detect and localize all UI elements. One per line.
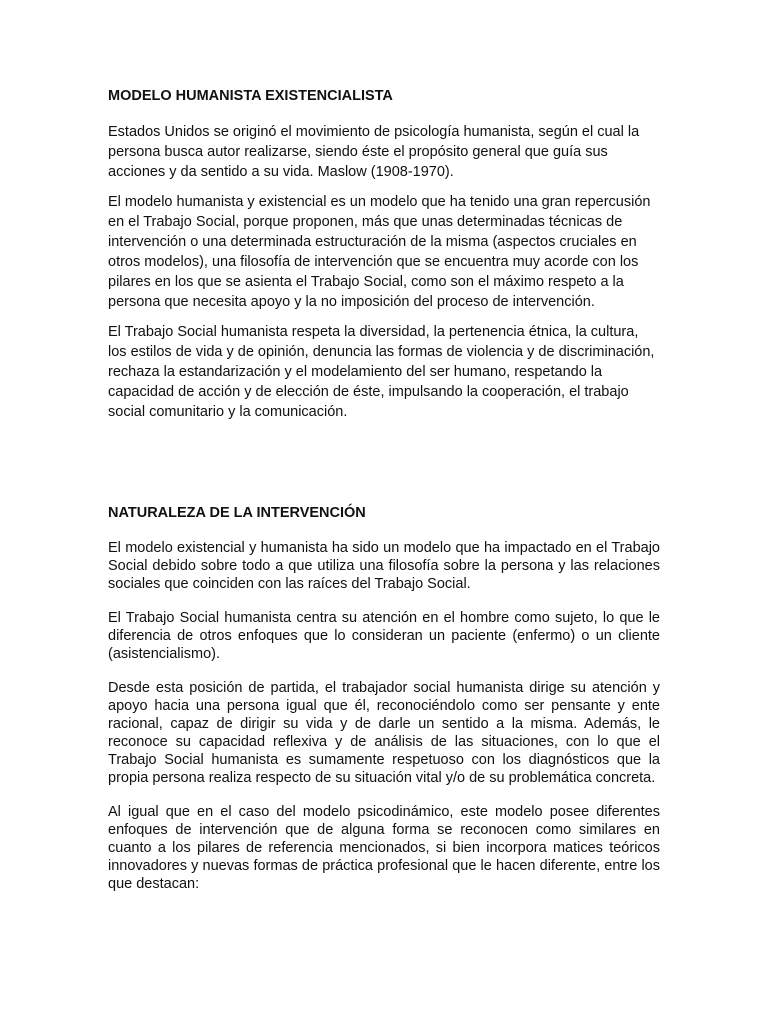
section-heading: MODELO HUMANISTA EXISTENCIALISTA — [108, 88, 393, 104]
section-heading: NATURALEZA DE LA INTERVENCIÓN — [108, 505, 366, 521]
paragraph: Estados Unidos se originó el movimiento de psicología humanista, según el cual la persona busca autor realizarse, siendo éste el propósito general que guía sus acciones y da sentido a su vida. Maslow (1908-1970). — [108, 124, 640, 180]
paragraph: El modelo existencial y humanista ha sido un modelo que ha impactado en el Trabajo Social debido sobre todo a que utiliza una filosofía sobre la persona y las relaciones sociales que coinciden con las raíces del Trabajo Social. — [108, 540, 660, 592]
section-naturaleza-intervencion — [108, 503, 660, 909]
section-modelo-humanista — [108, 86, 660, 432]
paragraph: El Trabajo Social humanista respeta la diversidad, la pertenencia étnica, la cultura, los estilos de vida y de opinión, denuncia las formas de violencia y de discriminación, rechaza la estandarización y el modelamiento del ser humano, respetando la capacidad de acción y de elección de éste, impulsando la cooperación, el trabajo social comunitario y la comunicación. — [108, 324, 655, 420]
paragraph: El modelo humanista y existencial es un modelo que ha tenido una gran repercusión en el Trabajo Social, porque proponen, más que unas determinadas técnicas de intervención o una determinada estructuración de la misma (aspectos cruciales en otros modelos), una filosofía de intervención que se encuentra muy acorde con los pilares en los que se asienta el Trabajo Social, como son el máximo respeto a la persona que necesita apoyo y la no imposición del proceso de intervención. — [108, 194, 651, 310]
paragraph: Desde esta posición de partida, el trabajador social humanista dirige su atención y apoyo hacia una persona igual que él, reconociéndolo como ser pensante y ente racional, capaz de dirigir su vida y de darle un sentido a la misma. Además, le reconoce su capacidad reflexiva y de análisis de las situaciones, con lo que el Trabajo Social humanista es sumamente respetuoso con los diagnósticos que la propia persona realiza respecto de su situación vital y/o de su problemática concreta. — [108, 680, 660, 786]
paragraph: El Trabajo Social humanista centra su atención en el hombre como sujeto, lo que le diferencia de otros enfoques que lo consideran un paciente (enfermo) o un cliente (asistencialismo). — [108, 610, 660, 662]
paragraph: Al igual que en el caso del modelo psicodinámico, este modelo posee diferentes enfoques de intervención que de alguna forma se reconocen como similares en cuanto a los pilares de referencia mencionados, si bien incorpora matices teóricos innovadores y nuevas formas de práctica profesional que le hacen diferente, entre los que destacan: — [108, 804, 660, 892]
